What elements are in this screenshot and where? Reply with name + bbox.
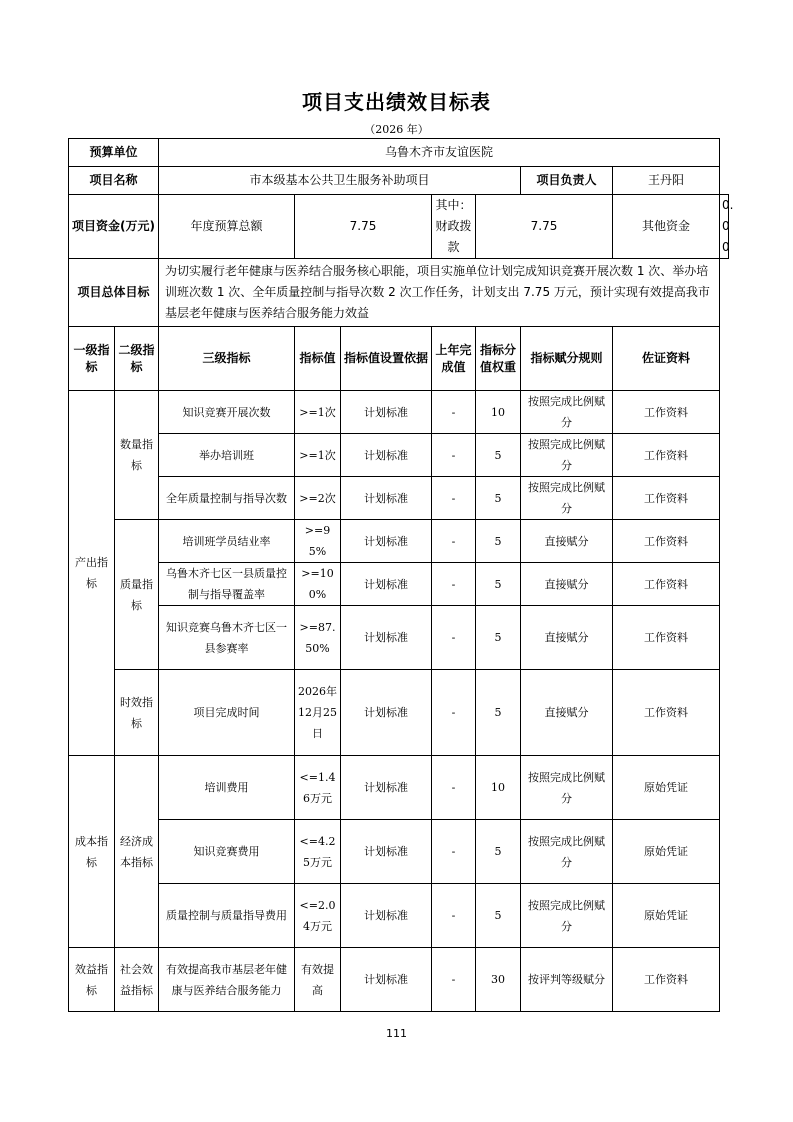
indicator-name: 知识竞赛费用 (159, 820, 295, 884)
indicator-basis: 计划标准 (341, 520, 432, 563)
indicator-evidence: 原始凭证 (613, 884, 720, 948)
header-evidence: 佐证资料 (613, 327, 720, 391)
indicator-basis: 计划标准 (341, 391, 432, 434)
table-row (69, 563, 729, 606)
goal-row (69, 259, 729, 327)
indicator-last-year: - (432, 670, 476, 756)
performance-table (68, 138, 734, 1012)
funds-row (69, 195, 729, 259)
indicator-name: 知识竞赛乌鲁木齐七区一县参赛率 (159, 606, 295, 670)
indicator-rule: 按照完成比例赋分 (521, 884, 613, 948)
goal-value: 为切实履行老年健康与医养结合服务核心职能，项目实施单位计划完成知识竞赛开展次数 1 次、举办培训班次数 1 次、全年质量控制与指导次数 2 次工作任务，计划支出 7.75 万元，预计实现有效提高我市基层老年健康与医养结合服务能力效益 (159, 259, 720, 327)
group-social-benefit: 社会效益指标 (115, 948, 159, 1012)
group-benefit: 效益指标 (69, 948, 115, 1012)
indicator-last-year: - (432, 884, 476, 948)
indicator-evidence: 工作资料 (613, 563, 720, 606)
indicator-rule: 按照完成比例赋分 (521, 756, 613, 820)
header-last-year: 上年完成值 (432, 327, 476, 391)
unit-row (69, 139, 729, 167)
annual-total-label: 年度预算总额 (159, 195, 295, 259)
indicator-weight: 5 (476, 434, 521, 477)
indicator-evidence: 工作资料 (613, 948, 720, 1012)
fiscal-value: 7.75 (476, 195, 613, 259)
page-title: 项目支出绩效目标表 (302, 90, 491, 114)
indicator-value: <=2.04万元 (295, 884, 341, 948)
table-row (69, 820, 729, 884)
unit-value: 乌鲁木齐市友谊医院 (159, 139, 720, 167)
indicator-rule: 按评判等级赋分 (521, 948, 613, 1012)
indicator-rule: 直接赋分 (521, 670, 613, 756)
header-level3: 三级指标 (159, 327, 295, 391)
indicator-basis: 计划标准 (341, 948, 432, 1012)
table-row (69, 948, 729, 1012)
indicator-value: 有效提高 (295, 948, 341, 1012)
indicator-evidence: 工作资料 (613, 434, 720, 477)
header-rule: 指标赋分规则 (521, 327, 613, 391)
indicator-weight: 5 (476, 670, 521, 756)
indicator-weight: 5 (476, 477, 521, 520)
indicator-rule: 按照完成比例赋分 (521, 434, 613, 477)
indicator-basis: 计划标准 (341, 820, 432, 884)
header-basis: 指标值设置依据 (341, 327, 432, 391)
group-cost: 成本指标 (69, 756, 115, 948)
table-row (69, 756, 729, 820)
indicator-evidence: 工作资料 (613, 520, 720, 563)
indicator-name: 项目完成时间 (159, 670, 295, 756)
header-level2: 二级指标 (115, 327, 159, 391)
header-level1: 一级指标 (69, 327, 115, 391)
group-quality: 质量指标 (115, 520, 159, 670)
indicator-name: 知识竞赛开展次数 (159, 391, 295, 434)
project-name-row (69, 167, 729, 195)
indicator-weight: 5 (476, 520, 521, 563)
indicator-basis: 计划标准 (341, 670, 432, 756)
unit-label: 预算单位 (69, 139, 159, 167)
indicator-weight: 5 (476, 884, 521, 948)
manager-label: 项目负责人 (521, 167, 613, 195)
indicator-value: >=87.50% (295, 606, 341, 670)
indicator-last-year: - (432, 756, 476, 820)
project-name-label: 项目名称 (69, 167, 159, 195)
group-output: 产出指标 (69, 391, 115, 756)
indicator-last-year: - (432, 563, 476, 606)
indicator-value: <=1.46万元 (295, 756, 341, 820)
indicator-rule: 直接赋分 (521, 520, 613, 563)
group-quantity: 数量指标 (115, 391, 159, 520)
indicator-basis: 计划标准 (341, 884, 432, 948)
manager-value: 王丹阳 (613, 167, 720, 195)
indicator-name: 全年质量控制与指导次数 (159, 477, 295, 520)
indicator-basis: 计划标准 (341, 563, 432, 606)
indicator-weight: 5 (476, 606, 521, 670)
indicator-last-year: - (432, 820, 476, 884)
indicator-evidence: 工作资料 (613, 606, 720, 670)
header-value: 指标值 (295, 327, 341, 391)
table-row (69, 391, 729, 434)
indicator-last-year: - (432, 948, 476, 1012)
table-row (69, 477, 729, 520)
indicator-evidence: 工作资料 (613, 391, 720, 434)
table-row (69, 670, 729, 756)
indicator-name: 培训费用 (159, 756, 295, 820)
indicator-evidence: 原始凭证 (613, 820, 720, 884)
indicator-name: 质量控制与质量指导费用 (159, 884, 295, 948)
indicator-basis: 计划标准 (341, 477, 432, 520)
indicator-last-year: - (432, 606, 476, 670)
indicator-weight: 10 (476, 391, 521, 434)
indicator-weight: 30 (476, 948, 521, 1012)
indicator-name: 培训班学员结业率 (159, 520, 295, 563)
indicator-value: <=4.25万元 (295, 820, 341, 884)
indicator-rule: 按照完成比例赋分 (521, 820, 613, 884)
indicator-value: >=95% (295, 520, 341, 563)
indicator-value: >=1次 (295, 434, 341, 477)
table-row (69, 884, 729, 948)
annual-total-value: 7.75 (295, 195, 432, 259)
table-row (69, 434, 729, 477)
indicator-basis: 计划标准 (341, 434, 432, 477)
indicator-evidence: 原始凭证 (613, 756, 720, 820)
indicator-basis: 计划标准 (341, 756, 432, 820)
indicator-weight: 5 (476, 820, 521, 884)
indicator-evidence: 工作资料 (613, 670, 720, 756)
fiscal-label: 其中：财政拨款 (432, 195, 476, 259)
table-row (69, 606, 729, 670)
indicator-last-year: - (432, 391, 476, 434)
indicator-rule: 直接赋分 (521, 606, 613, 670)
page-number: 111 (386, 1027, 407, 1040)
project-name-value: 市本级基本公共卫生服务补助项目 (159, 167, 521, 195)
indicator-value: >=100% (295, 563, 341, 606)
indicator-weight: 10 (476, 756, 521, 820)
indicator-last-year: - (432, 520, 476, 563)
goal-label: 项目总体目标 (69, 259, 159, 327)
indicator-basis: 计划标准 (341, 606, 432, 670)
year-label: （2026 年） (364, 123, 429, 136)
indicator-last-year: - (432, 434, 476, 477)
indicator-rule: 按照完成比例赋分 (521, 477, 613, 520)
other-value: 0.00 (720, 195, 729, 259)
other-label: 其他资金 (613, 195, 720, 259)
indicator-last-year: - (432, 477, 476, 520)
indicator-evidence: 工作资料 (613, 477, 720, 520)
indicator-value: >=2次 (295, 477, 341, 520)
header-row (69, 327, 729, 391)
indicator-weight: 5 (476, 563, 521, 606)
funds-label: 项目资金(万元) (69, 195, 159, 259)
indicator-rule: 直接赋分 (521, 563, 613, 606)
indicator-rule: 按照完成比例赋分 (521, 391, 613, 434)
header-weight: 指标分值权重 (476, 327, 521, 391)
indicator-name: 乌鲁木齐七区一县质量控制与指导覆盖率 (159, 563, 295, 606)
indicator-value: >=1次 (295, 391, 341, 434)
group-economic-cost: 经济成本指标 (115, 756, 159, 948)
indicator-name: 有效提高我市基层老年健康与医养结合服务能力 (159, 948, 295, 1012)
table-row (69, 520, 729, 563)
group-timeliness: 时效指标 (115, 670, 159, 756)
indicator-name: 举办培训班 (159, 434, 295, 477)
indicator-value: 2026年12月25日 (295, 670, 341, 756)
